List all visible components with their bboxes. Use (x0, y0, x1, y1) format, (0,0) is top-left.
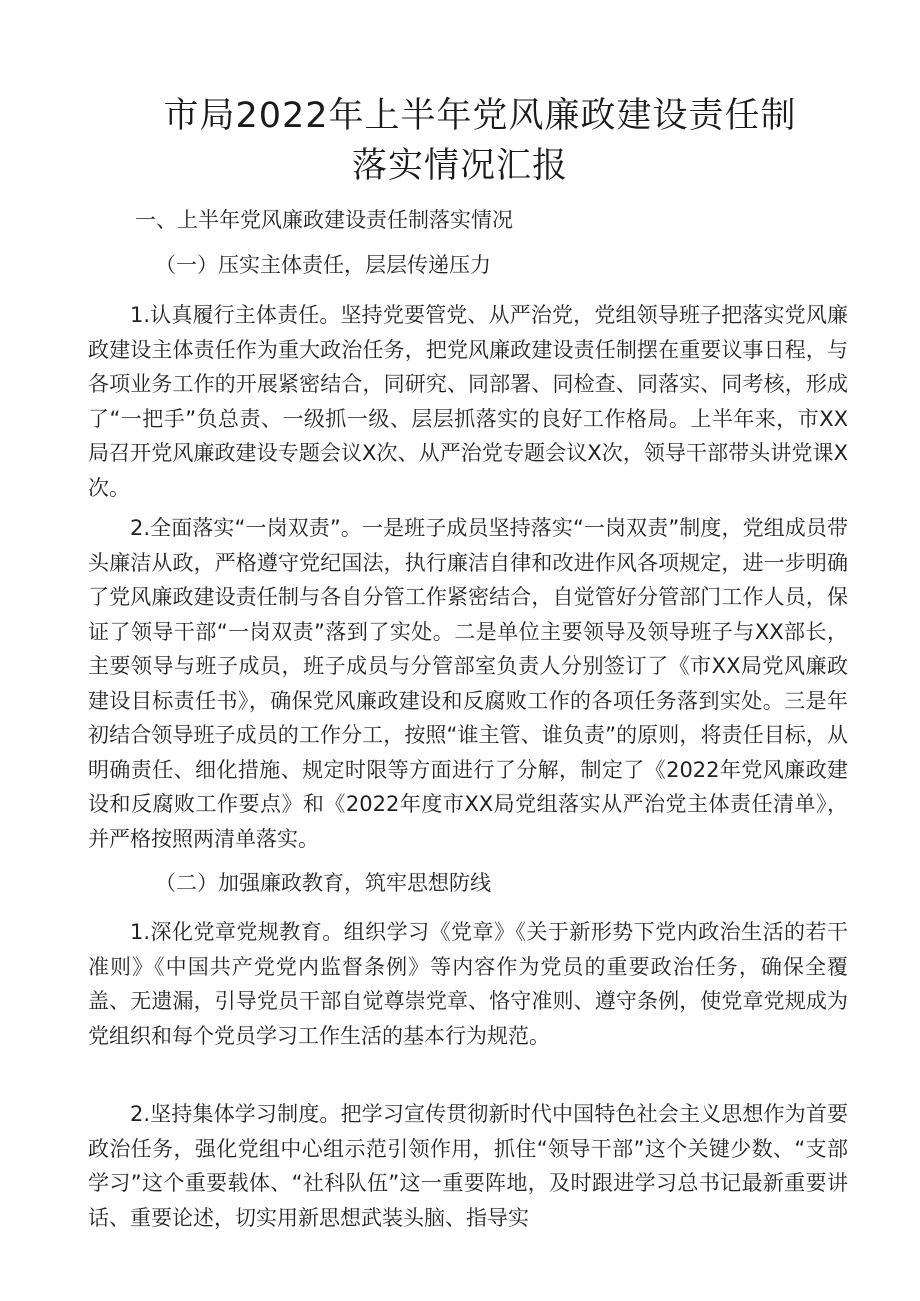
paragraph-4: 2.坚持集体学习制度。把学习宣传贯彻新时代中国特色社会主义思想作为首要政治任务，强化党组中心组示范引领作用，抓住“领导干部”这个关键少数、“支部学习”这个重要载体、“社科队伍”这一重要阵地，及时跟进学习总书记最新重要讲话、重要论述，切实用新思想武装头脑、指导实 (88, 1102, 848, 1230)
paragraph-3: 1.深化党章党规教育。组织学习《党章》《关于新形势下党内政治生活的若干准则》《中国共产党党内监督条例》等内容作为党员的重要政治任务，确保全覆盖、无遗漏，引导党员干部自觉尊崇党章、恪守准则、遵守条例，使党章党规成为党组织和每个党员学习工作生活的基本行为规范。 (88, 920, 848, 1048)
paragraph-2: 2.全面落实“一岗双责”。一是班子成员坚持落实“一岗双责”制度，党组成员带头廉洁从政，严格遵守党纪国法，执行廉洁自律和改进作风各项规定，进一步明确了党风廉政建设责任制与各自分管工作紧密结合，自觉管好分管部门工作人员，保证了领导干部“一岗双责”落到了实处。二是单位主要领导及领导班子与XX部长，主要领导与班子成员，班子成员与分管部室负责人分别签订了《市XX局党风廉政建设目标责任书》，确保党风廉政建设和反腐败工作的各项任务落到实处。三是年初结合领导班子成员的工作分工，按照“谁主管、谁负责”的原则，将责任目标，从明确责任、细化措施、规定时限等方面进行了分解，制定了《2022年党风廉政建设和反腐败工作要点》和《2022年度市XX局党组落实从严治党主体责任清单》，并严格按照两清单落实。 (88, 516, 848, 851)
document-title-line2: 落实情况汇报 (351, 146, 568, 186)
subsection-heading-1: （一）压实主体责任，层层传递压力 (155, 253, 491, 277)
document-title-line1: 市局2022年上半年党风廉政建设责任制 (163, 96, 797, 136)
paragraph-1: 1.认真履行主体责任。坚持党要管党、从严治党，党组领导班子把落实党风廉政建设主体责任作为重大政治任务，把党风廉政建设责任制摆在重要议事日程，与各项业务工作的开展紧密结合，同研究、同部署、同检查、同落实、同考核，形成了“一把手”负总责、一级抓一级、层层抓落实的良好工作格局。上半年来，市XX局召开党风廉政建设专题会议X次、从严治党专题会议X次，领导干部带头讲党课X次。 (88, 303, 848, 500)
section-heading-1: 一、上半年党风廉政建设责任制落实情况 (135, 208, 513, 232)
subsection-heading-2: （二）加强廉政教育，筑牢思想防线 (155, 871, 491, 895)
